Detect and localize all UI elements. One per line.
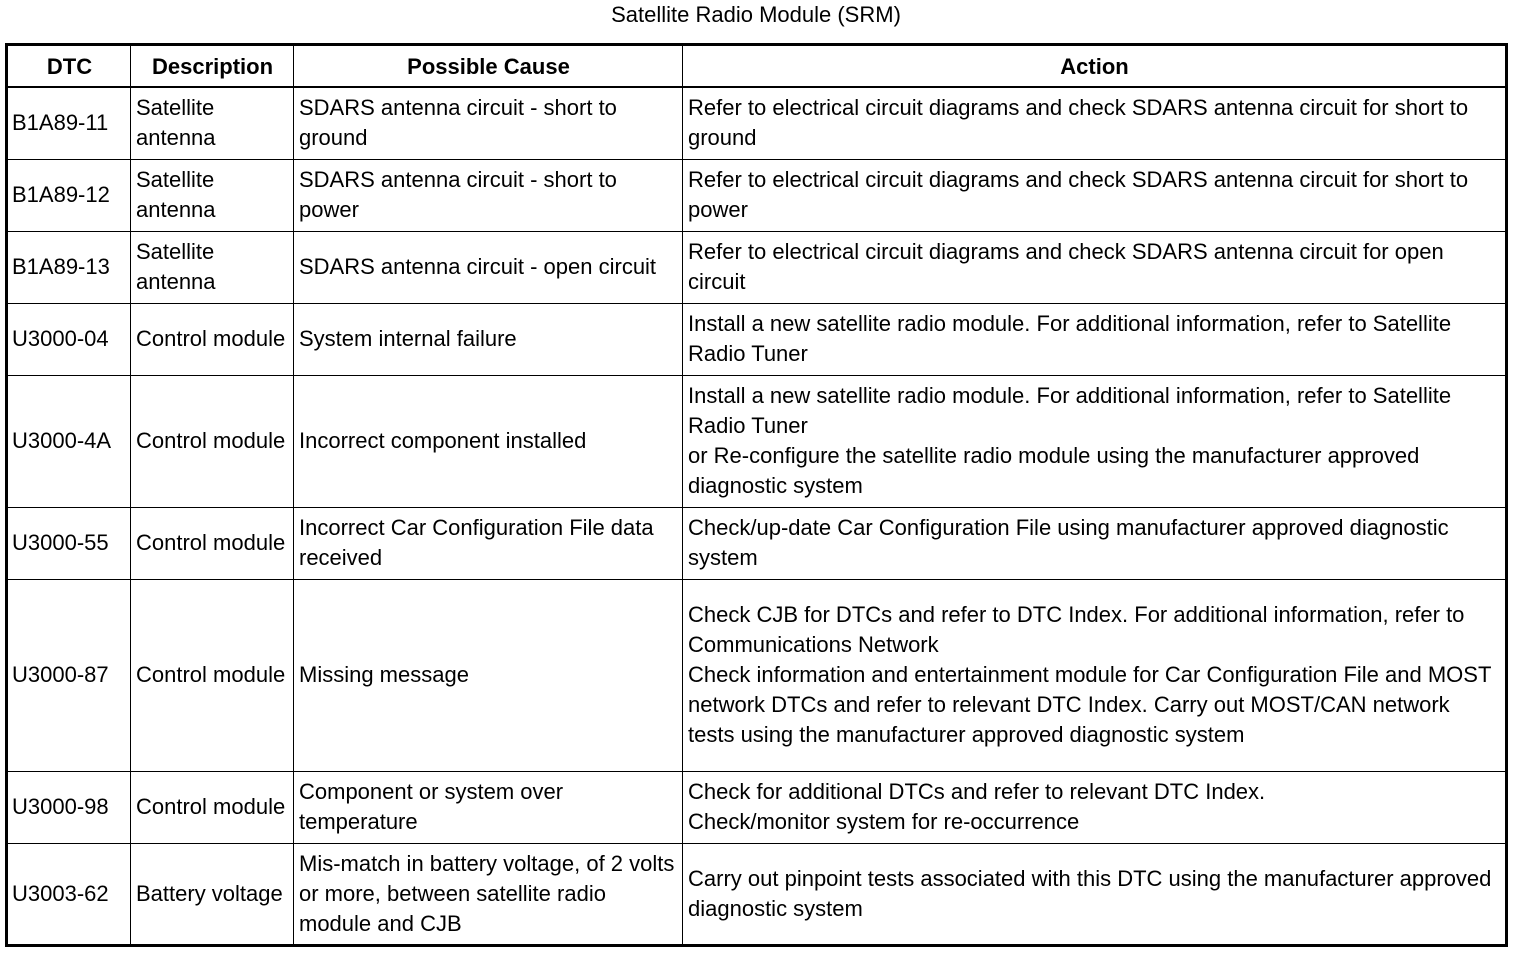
action-cell	[683, 579, 1507, 771]
dtc-code: U3000-87	[7, 579, 131, 771]
possible-cause-cell: Missing message	[294, 579, 683, 771]
column-header-description: Description	[131, 45, 294, 88]
action-line: Check/up-date Car Configuration File using manufacturer approved diagnostic system	[688, 515, 1449, 570]
description-cell: Satellite antenna	[131, 231, 294, 303]
action-cell	[683, 159, 1507, 231]
action-line: or Re-configure the satellite radio module using the manufacturer approved diagnostic system	[688, 443, 1420, 498]
action-line: Refer to electrical circuit diagrams and check SDARS antenna circuit for short to ground	[688, 95, 1469, 151]
table-row	[7, 231, 1507, 303]
description-cell: Control module	[131, 303, 294, 375]
description-cell: Satellite antenna	[131, 159, 294, 231]
possible-cause-cell: SDARS antenna circuit - short to ground	[294, 87, 683, 159]
action-line: Check for additional DTCs and refer to relevant DTC Index.	[688, 779, 1266, 804]
action-cell	[683, 375, 1507, 507]
action-cell	[683, 303, 1507, 375]
action-cell	[683, 507, 1507, 579]
description-cell: Satellite antenna	[131, 87, 294, 159]
dtc-code: U3003-62	[7, 843, 131, 945]
possible-cause-cell: System internal failure	[294, 303, 683, 375]
description-cell: Control module	[131, 771, 294, 843]
description-cell: Control module	[131, 579, 294, 771]
column-header-dtc: DTC	[7, 45, 131, 88]
action-line: Check/monitor system for re-occurrence	[688, 809, 1080, 834]
table-row	[7, 507, 1507, 579]
action-line: Check CJB for DTCs and refer to DTC Index. For additional information, refer to Communications Network	[688, 602, 1465, 657]
description-cell: Control module	[131, 375, 294, 507]
action-line: Carry out pinpoint tests associated with this DTC using the manufacturer approved diagnostic system	[688, 865, 1492, 921]
table-row	[7, 303, 1507, 375]
description-cell: Battery voltage	[131, 843, 294, 945]
dtc-code: B1A89-12	[7, 159, 131, 231]
table-row	[7, 771, 1507, 843]
possible-cause-cell: Mis-match in battery voltage, of 2 volts or more, between satellite radio module and CJB	[294, 843, 683, 945]
dtc-code: U3000-55	[7, 507, 131, 579]
dtc-code: U3000-4A	[7, 375, 131, 507]
dtc-code: B1A89-11	[7, 87, 131, 159]
action-line: Refer to electrical circuit diagrams and check SDARS antenna circuit for open circuit	[688, 239, 1444, 294]
possible-cause-cell: SDARS antenna circuit - short to power	[294, 159, 683, 231]
table-header-row	[7, 45, 1507, 88]
page-title: Satellite Radio Module (SRM)	[611, 2, 901, 27]
dtc-table	[5, 43, 1508, 947]
dtc-code: U3000-98	[7, 771, 131, 843]
table-row	[7, 843, 1507, 945]
column-header-action: Action	[683, 45, 1507, 88]
action-line: Check information and entertainment module for Car Configuration File and MOST network DTCs and refer to relevant DTC Index. Carry out MOST/CAN network tests using the manufacturer approved diagnostic system	[688, 662, 1491, 747]
dtc-code: B1A89-13	[7, 231, 131, 303]
table-row	[7, 375, 1507, 507]
table-row	[7, 579, 1507, 771]
action-cell	[683, 843, 1507, 945]
dtc-code: U3000-04	[7, 303, 131, 375]
action-line: Refer to electrical circuit diagrams and check SDARS antenna circuit for short to power	[688, 167, 1469, 222]
action-cell	[683, 231, 1507, 303]
description-cell: Control module	[131, 507, 294, 579]
table-row	[7, 87, 1507, 159]
possible-cause-cell: Component or system over temperature	[294, 771, 683, 843]
possible-cause-cell: Incorrect Car Configuration File data received	[294, 507, 683, 579]
action-line: Install a new satellite radio module. For additional information, refer to Satellite Radio Tuner	[688, 311, 1452, 366]
possible-cause-cell: Incorrect component installed	[294, 375, 683, 507]
action-cell	[683, 87, 1507, 159]
table-row	[7, 159, 1507, 231]
action-line: Install a new satellite radio module. For additional information, refer to Satellite Radio Tuner	[688, 383, 1452, 438]
column-header-possible-cause: Possible Cause	[294, 45, 683, 88]
possible-cause-cell: SDARS antenna circuit - open circuit	[294, 231, 683, 303]
action-cell	[683, 771, 1507, 843]
